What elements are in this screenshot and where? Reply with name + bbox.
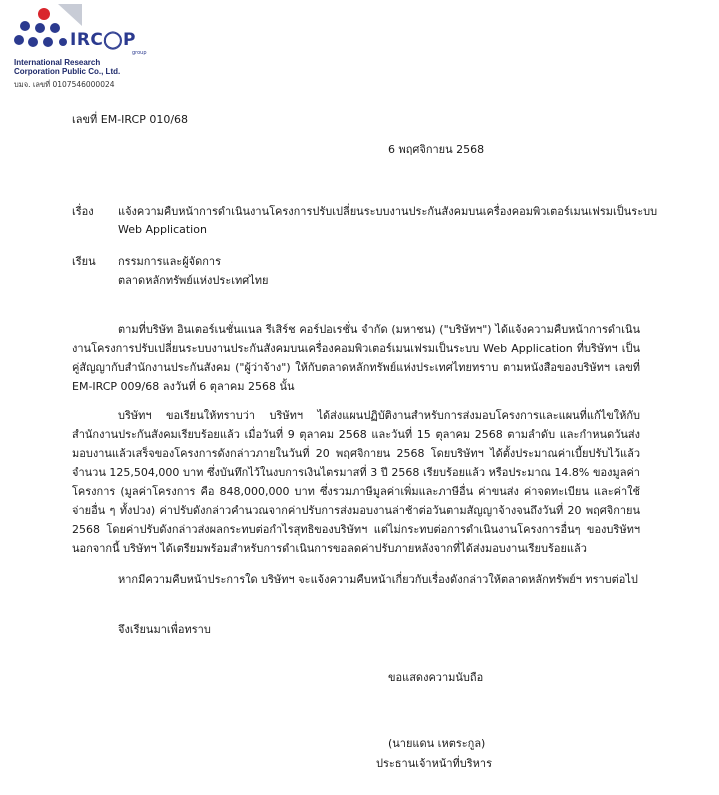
- company-logo: [14, 4, 154, 89]
- company-name-line1: International Research: [14, 58, 101, 67]
- subject-line-1: แจ้งความคืบหน้าการดำเนินงานโครงการปรับเปลี่ยนระบบงานประกันสังคมบนเครื่องคอมพิวเตอร์เมนเฟรมเป็นระบบ: [118, 205, 658, 218]
- body-paragraph-1: ตามที่บริษัท อินเตอร์เนชั่นแนล รีเสิร์ช คอร์ปอเรชั่น จำกัด (มหาชน) ("บริษัทฯ") ได้แจ้งความคืบหน้าการดำเนินงานโครงการปรับเปลี่ยนระบบงานประกันสังคมบนเครื่องคอมพิวเตอร์เมนเฟรมเป็นระบบ Web Application ที่บริษัทฯ เป็นคู่สัญญากับสำนักงานประกันสังคม ("ผู้ว่าจ้าง") ให้กับตลาดหลักทรัพย์แห่งประเทศไทยทราบ ตามหนังสือของบริษัทฯ เลขที่ EM-IRCP 009/68 ลงวันที่ 6 ตุลาคม 2568 นั้น: [72, 323, 640, 393]
- reference-number: เลขที่ EM-IRCP 010/68: [72, 113, 189, 126]
- body-paragraph-2: บริษัทฯ ขอเรียนให้ทราบว่า บริษัทฯ ได้ส่งแผนปฏิบัติงานสำหรับการส่งมอบโครงการและแผนที่แก้ไขให้กับสำนักงานประกันสังคมเรียบร้อยแล้ว เมื่อวันที่ 9 ตุลาคม 2568 และวันที่ 15 ตุลาคม 2568 ตามลำดับ และกำหนดวันส่งมอบงานแล้วเสร็จของโครงการดังกล่าวภายในวันที่ 20 พฤศจิกายน 2568 โดยบริษัทฯ ได้ตั้งประมาณค่าเบี้ยปรับไว้แล้วจำนวน 125,504,000 บาท ซึ่งบันทึกไว้ในงบการเงินไตรมาสที่ 3 ปี 2568 เรียบร้อยแล้ว หรือประมาณ 14.8% ของมูลค่าโครงการ (มูลค่าโครงการ คือ 848,000,000 บาท ซึ่งรวมภาษีมูลค่าเพิ่มและภาษีอื่น ค่าขนส่ง ค่าจดทะเบียน และค่าใช้จ่ายอื่น ๆ ทั้งปวง) ค่าปรับดังกล่าวคำนวณจากค่าปรับการส่งมอบงานล่าช้าต่อวันตามสัญญาจ้างจนถึงวันที่ 20 พฤศจิกายน 2568 โดยค่าปรับดังกล่าวส่งผลกระทบต่อกำไรสุทธิของบริษัทฯ แต่ไม่กระทบต่อการดำเนินงานโครงการอื่นๆ ของบริษัทฯ นอกจากนี้ บริษัทฯ ได้เตรียมพร้อมสำหรับการดำเนินการขอลดค่าปรับภายหลังจากที่ได้ส่งมอบงานเรียบร้อยแล้ว: [72, 409, 640, 555]
- company-name-line2: Corporation Public Co., Ltd.: [14, 67, 121, 76]
- recipient-line-1: กรรมการและผู้จัดการ: [118, 255, 221, 268]
- registration-number: บมจ. เลขที่ 0107546000024: [14, 80, 115, 89]
- body-paragraph-3: หากมีความคืบหน้าประการใด บริษัทฯ จะแจ้งความคืบหน้าเกี่ยวกับเรื่องดังกล่าวให้ตลาดหลักทรัพย์ฯ ทราบต่อไป: [118, 573, 638, 586]
- logo-group-label: group: [132, 50, 147, 56]
- sign-off: ขอแสดงความนับถือ: [388, 671, 484, 684]
- closing-request: จึงเรียนมาเพื่อทราบ: [118, 623, 211, 636]
- signer-name: (นายแดน เหตระกูล): [388, 737, 486, 750]
- letter-date: 6 พฤศจิกายน 2568: [388, 143, 485, 156]
- recipient-label: เรียน: [72, 255, 96, 268]
- company-name: [14, 58, 120, 76]
- signer-title: ประธานเจ้าหน้าที่บริหาร: [376, 757, 493, 770]
- subject-label: เรื่อง: [72, 205, 94, 218]
- logo-wordmark: IRC◯P: [70, 30, 136, 50]
- subject-line-2: Web Application: [118, 223, 207, 236]
- recipient-line-2: ตลาดหลักทรัพย์แห่งประเทศไทย: [118, 274, 269, 287]
